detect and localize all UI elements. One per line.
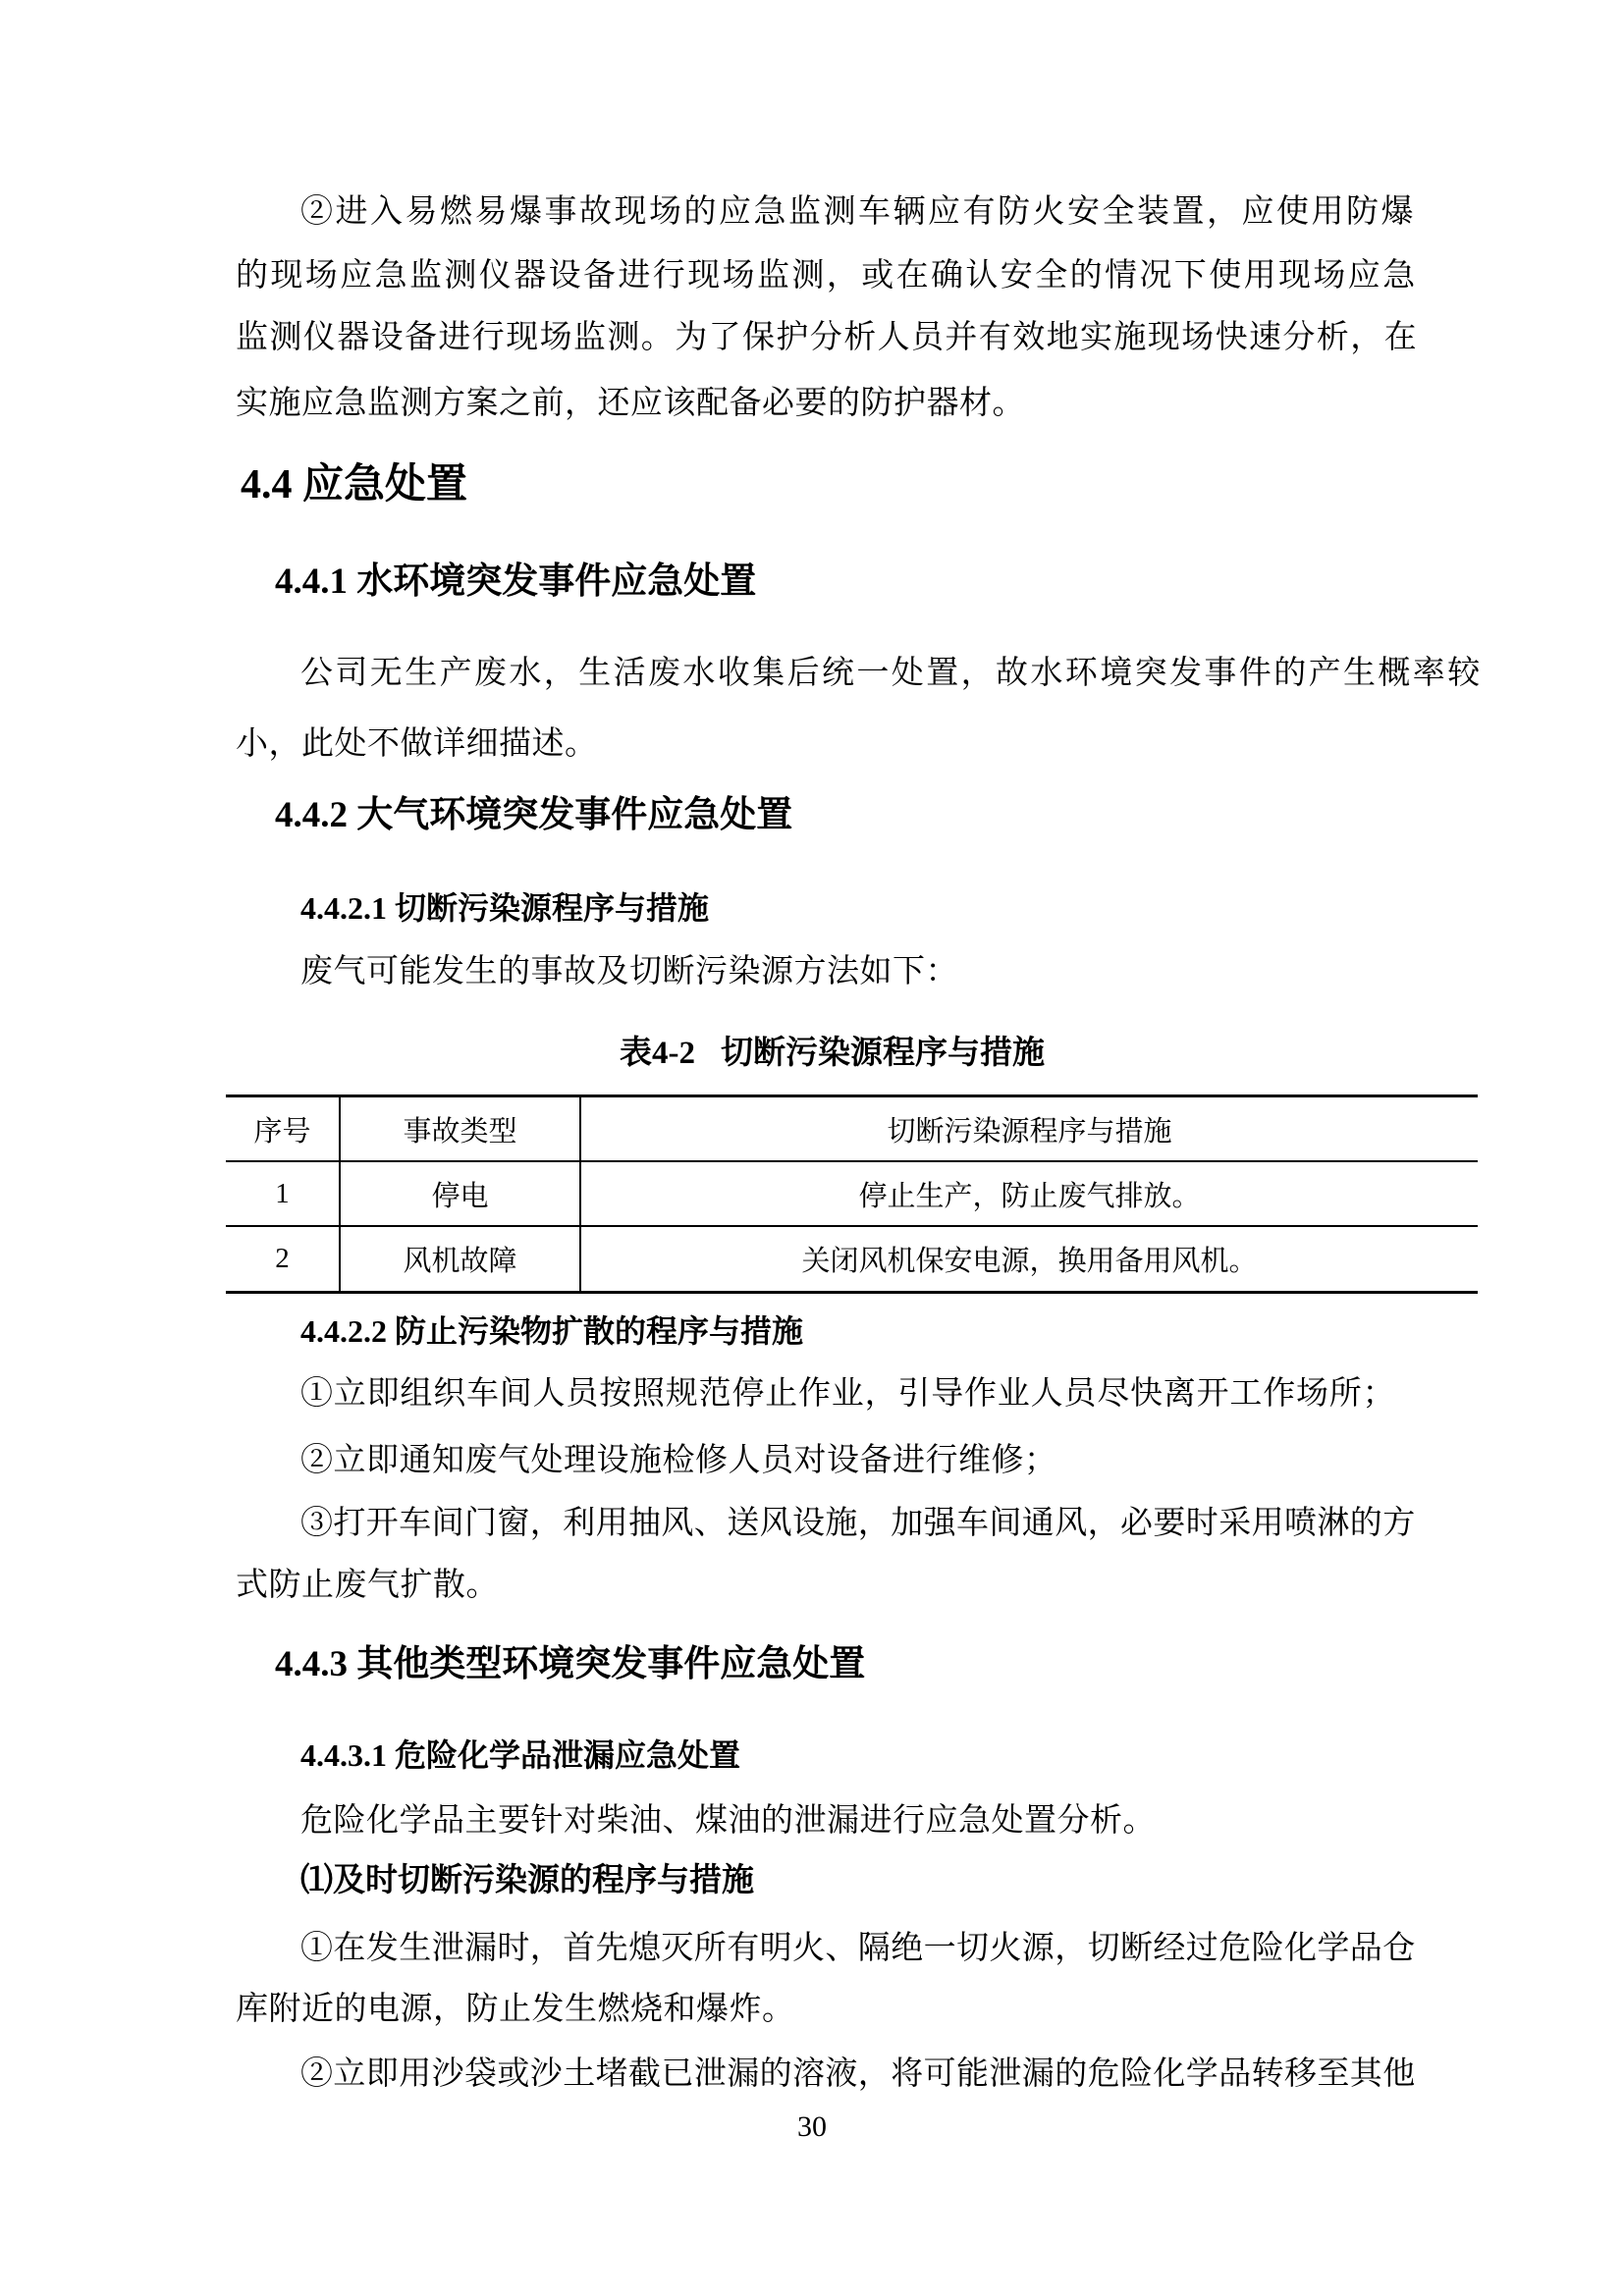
table-header-cell: 切断污染源程序与措施 [580,1096,1478,1162]
section-heading-4-4-2: 4.4.2 大气环境突发事件应急处置 [275,795,793,835]
page-number: 30 [797,2110,827,2143]
paragraph-line: 废气可能发生的事故及切断污染源方法如下： [300,954,958,989]
paragraph-line: ②立即通知废气处理设施检修人员对设备进行维修； [300,1443,1057,1478]
table-header-cell: 序号 [226,1096,340,1162]
table-cell: 1 [226,1161,340,1226]
table-header-row [226,1096,1478,1162]
paragraph-line: 小，此处不做详细描述。 [236,726,598,762]
table-header-cell: 事故类型 [340,1096,580,1162]
paragraph-line: ①在发生泄漏时，首先熄灭所有明火、隔绝一切火源，切断经过危险化学品仓 [300,1931,1416,1966]
paragraph-line: 危险化学品主要针对柴油、煤油的泄漏进行应急处置分析。 [300,1803,1156,1839]
paragraph-line: 库附近的电源，防止发生燃烧和爆炸。 [236,1992,795,2027]
section-heading-4-4-1: 4.4.1 水环境突发事件应急处置 [275,561,757,602]
section-heading-4-4-3-1: 4.4.3.1 危险化学品泄漏应急处置 [300,1737,741,1773]
paragraph-line: 式防止废气扩散。 [236,1568,499,1603]
pollution-cutoff-table [226,1095,1478,1294]
table-cell: 风机故障 [340,1226,580,1293]
table-caption [226,1035,1438,1074]
paragraph-line: ②进入易燃易爆事故现场的应急监测车辆应有防火安全装置，应使用防爆 [300,194,1416,230]
paragraph-line: ②立即用沙袋或沙土堵截已泄漏的溶液，将可能泄漏的危险化学品转移至其他 [300,2056,1416,2092]
section-heading-4-4: 4.4 应急处置 [241,462,468,507]
paragraph-line: 实施应急监测方案之前，还应该配备必要的防护器材。 [236,386,1025,421]
section-heading-4-4-2-2: 4.4.2.2 防止污染物扩散的程序与措施 [300,1313,804,1349]
table-cell: 2 [275,1243,290,1274]
paragraph-line: ③打开车间门窗，利用抽风、送风设施，加强车间通风，必要时采用喷淋的方 [300,1506,1416,1541]
table-row [226,1226,1478,1293]
subheading-cut-pollution: ⑴及时切断污染源的程序与措施 [300,1863,754,1898]
paragraph-line: 的现场应急监测仪器设备进行现场监测，或在确认安全的情况下使用现场应急 [236,258,1418,294]
table-caption-label: 表4-2 [620,1036,695,1071]
section-heading-4-4-3: 4.4.3 其他类型环境突发事件应急处置 [275,1644,866,1684]
table-cell: 停电 [340,1161,580,1226]
table-row [226,1161,1478,1226]
section-heading-4-4-2-1: 4.4.2.1 切断污染源程序与措施 [300,890,710,926]
paragraph-line: 监测仪器设备进行现场监测。为了保护分析人员并有效地实施现场快速分析，在 [236,320,1418,355]
paragraph-line: ①立即组织车间人员按照规范停止作业，引导作业人员尽快离开工作场所； [300,1376,1396,1412]
table-caption-title: 切断污染源程序与措施 [721,1036,1045,1071]
table-cell: 停止生产，防止废气排放。 [580,1161,1478,1226]
paragraph-line: 公司无生产废水，生活废水收集后统一处置，故水环境突发事件的产生概率较 [300,656,1483,691]
table-cell: 关闭风机保安电源，换用备用风机。 [580,1226,1478,1293]
